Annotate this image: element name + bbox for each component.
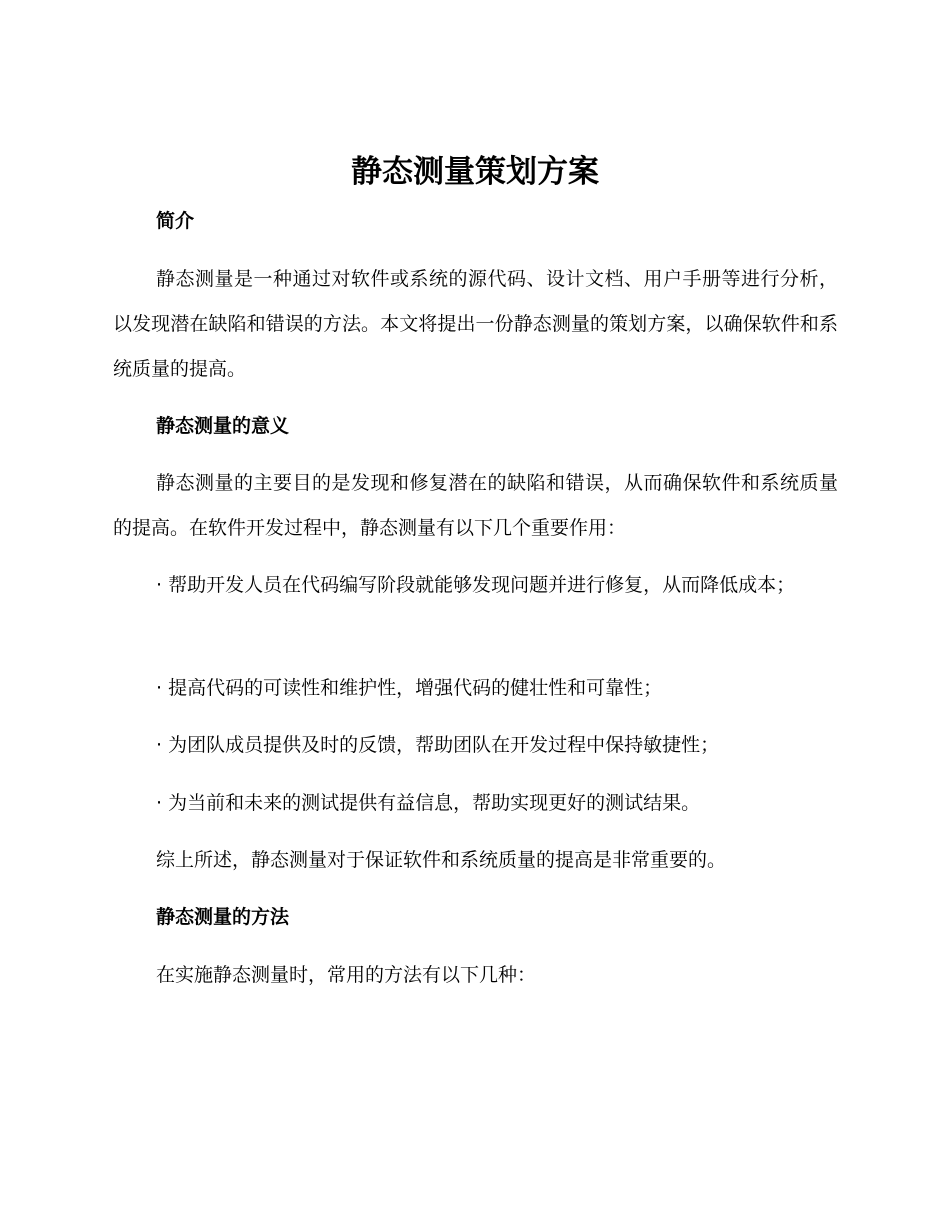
significance-paragraph: 静态测量的主要目的是发现和修复潜在的缺陷和错误，从而确保软件和系统质量的提高。在软件开发过程中，静态测量有以下几个重要作用： [113,472,838,539]
bullet-item: · 提高代码的可读性和维护性，增强代码的健壮性和可靠性； [156,677,663,699]
summary-paragraph: 综上所述，静态测量对于保证软件和系统质量的提高是非常重要的。 [156,849,727,871]
methods-paragraph: 在实施静态测量时，常用的方法有以下几种： [156,964,537,986]
section-heading-intro: 简介 [156,210,195,232]
bullet-item: · 为当前和未来的测试提供有益信息，帮助实现更好的测试结果。 [156,792,701,814]
section-heading-significance: 静态测量的意义 [156,415,290,437]
intro-paragraph: 静态测量是一种通过对软件或系统的源代码、设计文档、用户手册等进行分析，以发现潜在缺陷和错误的方法。本文将提出一份静态测量的策划方案，以确保软件和系统质量的提高。 [113,268,838,380]
bullet-item: · 帮助开发人员在代码编写阶段就能够发现问题并进行修复，从而降低成本； [156,574,796,596]
section-heading-methods: 静态测量的方法 [156,906,290,928]
bullet-item: · 为团队成员提供及时的反馈，帮助团队在开发过程中保持敏捷性； [156,734,720,756]
document-title: 静态测量策划方案 [351,154,599,190]
